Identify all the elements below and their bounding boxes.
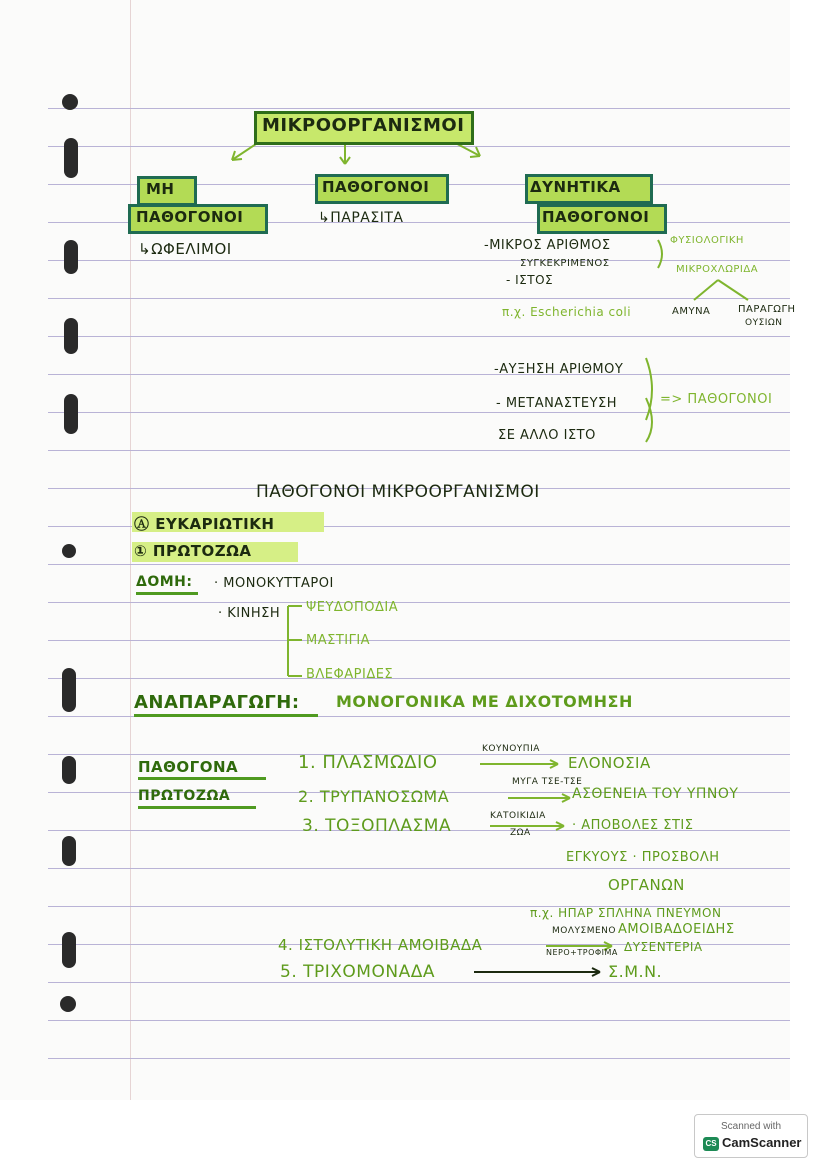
- scanner-stamp-line1: Scanned with: [720, 1121, 782, 1132]
- potential-point1: -ΜΙΚΡΟΣ ΑΡΙΘΜΟΣ: [484, 238, 611, 253]
- potential-branch2b: ΟΥΣΙΩΝ: [745, 318, 783, 328]
- protozoa-1-name: 1. ΠΛΑΣΜΩΔΙΟ: [298, 752, 438, 773]
- protozoa-1-disease: ΕΛΟΝΟΣΙΑ: [568, 754, 651, 772]
- potential-point2: -ΑΥΞΗΣΗ ΑΡΙΘΜΟΥ: [494, 362, 624, 377]
- protozoa-4-disease2: ΔΥΣΕΝΤΕΡΙΑ: [624, 940, 703, 954]
- protozoa-1-vector: ΚΟΥΝΟΥΠΙΑ: [482, 744, 540, 754]
- movement-item-3: ΒΛΕΦΑΡΙΔΕΣ: [306, 667, 394, 682]
- protozoa-2-vector: ΜΥΓΑ ΤΣΕ-ΤΣΕ: [512, 777, 583, 787]
- protozoa-4-vector2: ΝΕΡΟ+ΤΡΟΦΙΜΑ: [546, 948, 618, 957]
- non-pathogenic-line2: ΠΑΘΟΓΟΝΟΙ: [136, 208, 244, 226]
- underline-reproduction: [134, 714, 318, 717]
- reproduction-value: ΜΟΝΟΓΟΝΙΚΑ ΜΕ ΔΙΧΟΤΟΜΗΣΗ: [336, 692, 633, 711]
- camscanner-logo-icon: CS: [703, 1137, 719, 1151]
- protozoa-2-disease: ΑΣΘΕΝΕΙΑ ΤΟΥ ΥΠΝΟΥ: [572, 786, 739, 802]
- protozoa-5-name: 5. ΤΡΙΧΟΜΟΝΑΔΑ: [280, 962, 435, 982]
- pathogenic-label: ΠΑΘΟΓΟΝΟΙ: [322, 178, 430, 196]
- protozoa-3-disease2: ΕΓΚΥΟΥΣ · ΠΡΟΣΒΟΛΗ: [566, 850, 720, 865]
- page-title: ΜΙΚΡΟΟΡΓΑΝΙΣΜΟΙ: [262, 115, 465, 136]
- subheading-eukaryotic: Ⓐ ΕΥΚΑΡΙΩΤΙΚΗ: [134, 515, 275, 533]
- pathogenic-note: ↳ΠΑΡΑΣΙΤΑ: [318, 210, 404, 226]
- non-pathogenic-line1: ΜΗ: [146, 180, 175, 198]
- movement-item-2: ΜΑΣΤΙΓΙΑ: [306, 633, 371, 648]
- protozoa-4-example: π.χ. ΗΠΑΡ ΣΠΛΗΝΑ ΠΝΕΥΜΟΝ: [530, 906, 722, 920]
- potential-result1: ΦΥΣΙΟΛΟΓΙΚΗ: [670, 235, 744, 246]
- structure-value: · ΜΟΝΟΚΥΤΤΑΡΟΙ: [214, 576, 334, 591]
- protozoa-label-line1: ΠΑΘΟΓΟΝΑ: [138, 758, 239, 776]
- protozoa-3-vector: ΚΑΤΟΙΚΙΔΙΑ: [490, 811, 546, 821]
- protozoa-2-name: 2. ΤΡΥΠΑΝΟΣΩΜΑ: [298, 787, 450, 806]
- potential-result2: => ΠΑΘΟΓΟΝΟΙ: [660, 392, 773, 407]
- protozoa-3-disease3: ΟΡΓΑΝΩΝ: [608, 876, 685, 894]
- protozoa-5-disease: Σ.Μ.Ν.: [608, 962, 663, 981]
- potential-point1c: - ΙΣΤΟΣ: [506, 273, 554, 287]
- subheading-protozoa: ① ΠΡΩΤΟΖΩΑ: [134, 542, 252, 560]
- potential-branch1: ΑΜΥΝΑ: [672, 306, 711, 317]
- structure-label: ΔΟΜΗ:: [136, 574, 193, 590]
- protozoa-4-name: 4. ΙΣΤΟΛΥΤΙΚΗ ΑΜΟΙΒΑΔΑ: [278, 936, 483, 954]
- potential-line1: ΔΥΝΗΤΙΚΑ: [530, 178, 621, 196]
- protozoa-4-disease: ΑΜΟΙΒΑΔΟΕΙΔΗΣ: [618, 922, 735, 937]
- potential-result1b: ΜΙΚΡΟΧΛΩΡΙΔΑ: [676, 264, 759, 275]
- potential-example: π.χ. Escherichia coli: [502, 305, 632, 319]
- underline-structure: [136, 592, 198, 595]
- protozoa-label-line2: ΠΡΩΤΟΖΩΑ: [138, 788, 231, 804]
- underline-protozoa-2: [138, 806, 256, 809]
- scanner-stamp: [694, 1114, 808, 1158]
- potential-branch2: ΠΑΡΑΓΩΓΗ: [738, 304, 796, 315]
- non-pathogenic-note: ↳ΩΦΕΛΙΜΟΙ: [138, 240, 232, 258]
- section-heading: ΠΑΘΟΓΟΝΟΙ ΜΙΚΡΟΟΡΓΑΝΙΣΜΟΙ: [256, 482, 540, 502]
- potential-point3b: ΣΕ ΑΛΛΟ ΙΣΤΟ: [498, 428, 596, 443]
- potential-point3: - ΜΕΤΑΝΑΣΤΕΥΣΗ: [496, 396, 618, 411]
- protozoa-3-name: 3. ΤΟΞΟΠΛΑΣΜΑ: [302, 816, 452, 836]
- potential-point1b: ΣΥΓΚΕΚΡΙΜΕΝΟΣ: [520, 258, 610, 269]
- reproduction-label: ΑΝΑΠΑΡΑΓΩΓΗ:: [134, 692, 300, 713]
- movement-item-1: ΨΕΥΔΟΠΟΔΙΑ: [306, 600, 399, 615]
- protozoa-3-disease: · ΑΠΟΒΟΛΕΣ ΣΤΙΣ: [572, 818, 694, 833]
- underline-protozoa-1: [138, 777, 266, 780]
- protozoa-3-vector2: ΖΩΑ: [510, 828, 531, 838]
- scanner-stamp-line2: CamScanner: [722, 1135, 802, 1150]
- movement-label: · ΚΙΝΗΣΗ: [218, 606, 281, 621]
- potential-line2: ΠΑΘΟΓΟΝΟΙ: [542, 208, 650, 226]
- protozoa-4-vector: ΜΟΛΥΣΜΕΝΟ: [552, 926, 616, 936]
